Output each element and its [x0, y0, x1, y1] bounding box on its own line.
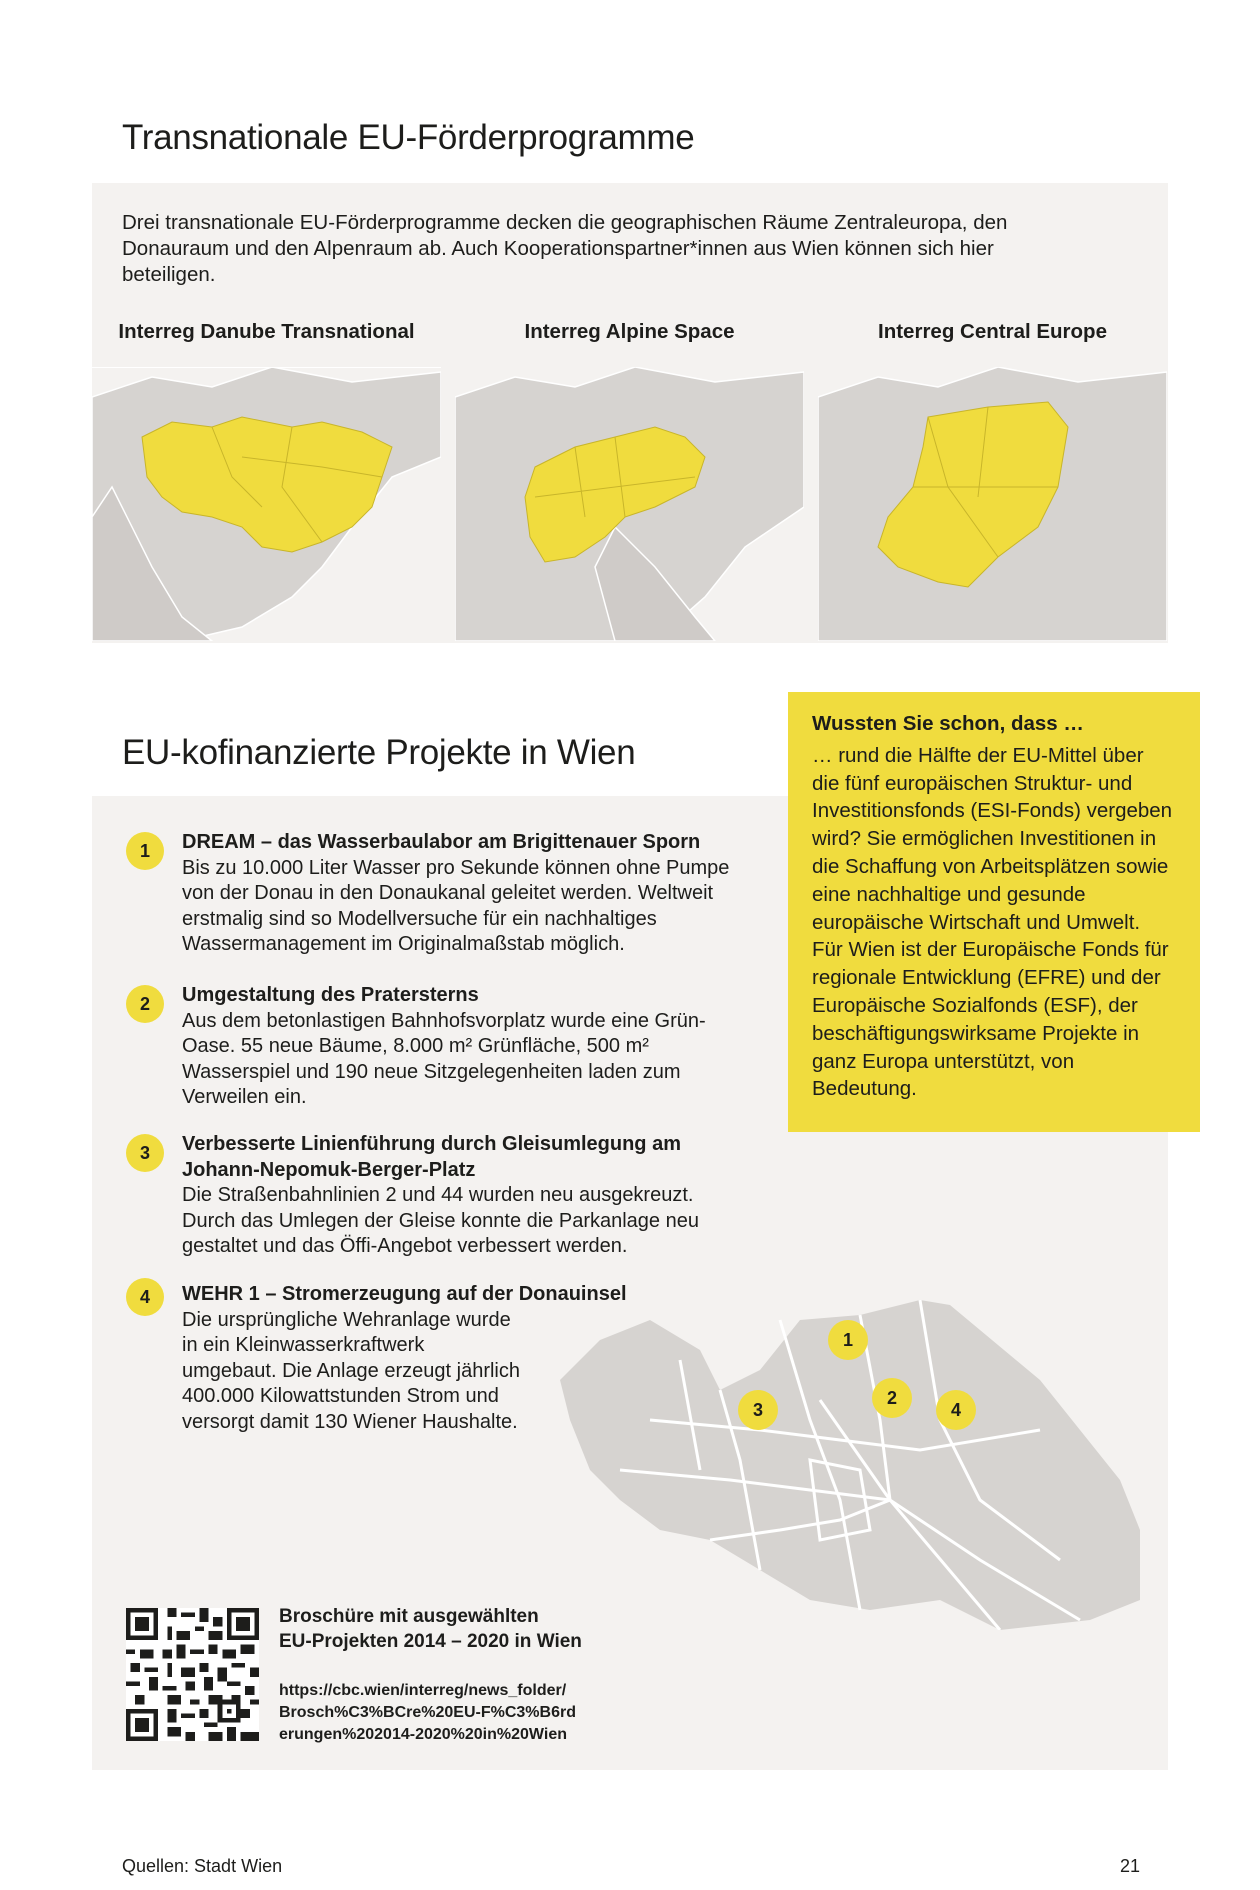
map-label-alpine: Interreg Alpine Space: [524, 320, 735, 343]
section-title-programmes: Transnationale EU-Förderprogramme: [122, 118, 695, 157]
qr-code[interactable]: [126, 1608, 259, 1741]
programmes-intro: Drei transnationale EU-Förderprogramme decken die geographischen Räume Zentraleuropa, den Donauraum und den Alpenraum ab. Auch Kooperationspartner*innen aus Wien können sich hier beteiligen.: [122, 211, 1008, 286]
brochure-url-line1[interactable]: https://cbc.wien/interreg/news_folder/: [279, 1682, 567, 1699]
project-title: WEHR 1 – Stromerzeugung auf der Donauinsel: [182, 1283, 627, 1305]
project-number: 1: [126, 832, 164, 870]
project-description: Bis zu 10.000 Liter Wasser pro Sekunde können ohne Pumpe von der Donau in den Donaukanal geleitet werden. Weltweit erstmalig sind so Modellversuche für ein nachhaltiges Wassermanagement im Originalmaßstab möglich.: [182, 856, 730, 955]
project-text: [182, 983, 712, 1111]
vienna-marker-2: [872, 1378, 912, 1418]
map-central-region: [818, 367, 1167, 641]
map-danube-region: [92, 367, 441, 641]
vienna-marker-3: [738, 1390, 778, 1430]
svg-text:4: 4: [950, 1400, 962, 1420]
europe-map-central: [818, 367, 1167, 641]
brochure-url-line2[interactable]: Brosch%C3%BCre%20EU-F%C3%B6rd: [279, 1704, 576, 1721]
project-description: Aus dem betonlastigen Bahnhofsvorplatz wurde eine Grün-Oase. 55 neue Bäume, 8.000 m² Grünfläche, 500 m² Wasserspiel und 190 neue Sitzgelegenheiten laden zum Verweilen ein.: [182, 1009, 706, 1108]
map-alpine-region: [455, 367, 804, 641]
map-label-danube: Interreg Danube Transnational: [118, 320, 415, 343]
project-description: Die ursprüngliche Wehranlage wurde in ein Kleinwasserkraftwerk umgebaut. Die Anlage erzeugt jährlich 400.000 Kilowattstunden Strom und versorgt damit 130 Wiener Haushalte.: [182, 1308, 520, 1433]
info-heading: Wussten Sie schon, dass …: [812, 712, 1084, 735]
europe-map-alpine: [455, 367, 804, 641]
project-number: 4: [126, 1278, 164, 1316]
vienna-district-map: [560, 1300, 1150, 1630]
page-number: 21: [1120, 1856, 1141, 1876]
project-text: [182, 1132, 702, 1260]
project-title: Umgestaltung des Pratersterns: [182, 984, 479, 1006]
map-label-central: Interreg Central Europe: [878, 320, 1107, 343]
info-box: [788, 692, 1200, 1132]
brochure-title-line2: EU-Projekten 2014 – 2020 in Wien: [279, 1631, 582, 1652]
project-number: 2: [126, 985, 164, 1023]
europe-map-danube: [92, 367, 441, 641]
vienna-marker-1: [828, 1320, 868, 1360]
brochure-link[interactable]: [279, 1680, 576, 1746]
project-description: Die Straßenbahnlinien 2 und 44 wurden neu ausgekreuzt. Durch das Umlegen der Gleise konnte die Parkanlage neu gestaltet und das Öffi-Angebot verbessert werden.: [182, 1184, 699, 1257]
svg-text:2: 2: [886, 1388, 898, 1408]
vienna-marker-4: [936, 1390, 976, 1430]
project-title: Verbesserte Linienführung durch Gleisumlegung am Johann-Nepomuk-Berger-Platz: [182, 1133, 681, 1181]
section-title-projects: EU-kofinanzierte Projekte in Wien: [122, 733, 636, 772]
brochure-url-line3[interactable]: erungen%202014-2020%20in%20Wien: [279, 1726, 567, 1743]
info-text: … rund die Hälfte der EU-Mittel über die fünf europäischen Struktur- und Investitionsfonds (ESI-Fonds) vergeben wird? Sie ermöglichen Investitionen in die Schaffung von Arbeitsplätzen sowie eine nachhaltige und gesunde europäische Wirtschaft und Umwelt. Für Wien ist der Europäische Fonds für regionale Entwicklung (EFRE) und der Europäische Sozialfonds (ESF), der beschäftigungswirksame Projekte in ganz Europa unterstützt, von Bedeutung.: [812, 743, 1173, 1101]
brochure-title-line1: Broschüre mit ausgewählten: [279, 1606, 539, 1627]
project-text: [182, 830, 762, 958]
footer-source: Quellen: Stadt Wien: [122, 1856, 283, 1876]
project-title: DREAM – das Wasserbaulabor am Brigittenauer Sporn: [182, 831, 701, 853]
brochure-title: [279, 1604, 582, 1654]
svg-text:1: 1: [842, 1330, 854, 1350]
project-number: 3: [126, 1134, 164, 1172]
project-text: [182, 1282, 627, 1435]
svg-text:3: 3: [752, 1400, 764, 1420]
